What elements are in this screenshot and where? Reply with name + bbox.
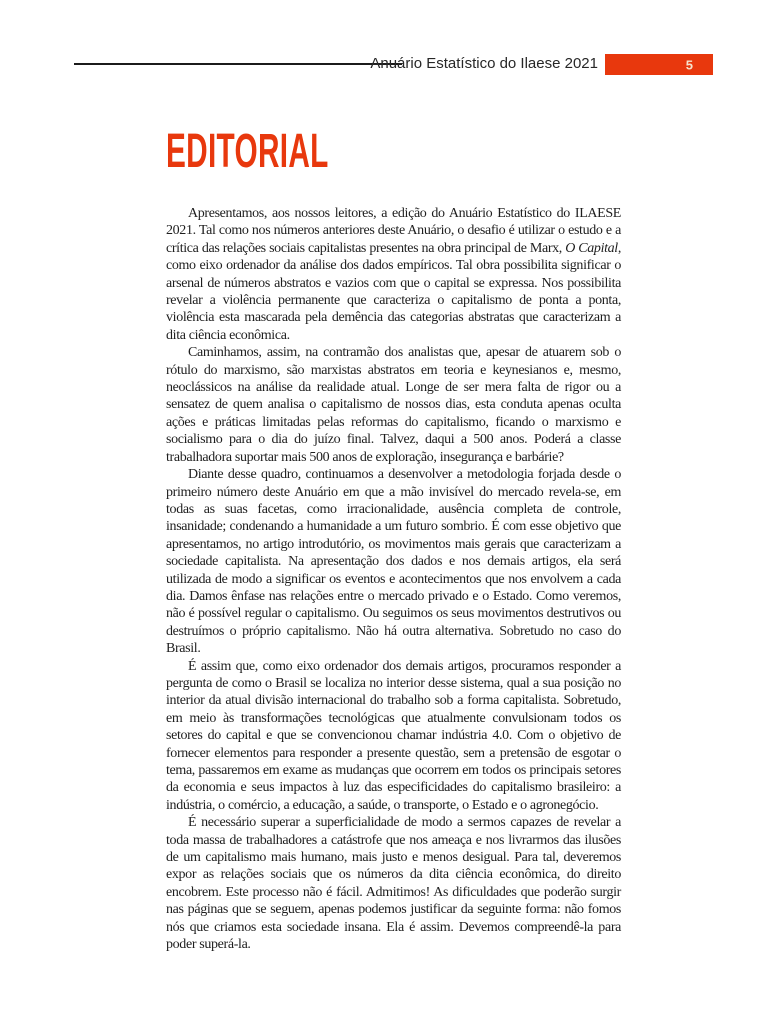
paragraph-3: Diante desse quadro, continuamos a desenvolver a metodologia forjada desde o primeiro número deste Anuário em que a mão invisível do mercado revela-se, em todas as suas facetas, como irracionalidade, ausência completa de controle, insanidade; condenando a humanidade a um futuro sombrio. É com esse objetivo que apresentamos, no artigo introdutório, os movimentos mais gerais que caracterizam a sociedade capitalista. Na apresentação dos dados e nos demais artigos, ela será utilizada de modo a significar os eventos e acontecimentos que nos envolvem a cada dia. Damos ênfase nas relações entre o mercado privado e o Estado. Como veremos, não é possível regular o capitalismo. Ou seguimos os seus movimentos destrutivos ou destruímos o próprio capitalismo. Não há outra alternativa. Sobretudo no caso do Brasil. xyxy=(166,467,621,657)
page-number-badge xyxy=(605,54,713,75)
editorial-heading: EDITORIAL xyxy=(166,125,329,178)
paragraph-1-text-continued: , como eixo ordenador da análise dos dados empíricos. Tal obra possibilita significar o arsenal de números abstratos e vazios com que o capital se expressa. Nos possibilita revelar a violência permanente que caracteriza o capitalismo de ponta a ponta, violência esta mascarada pela demência das categorias abstratas que caracterizam a dita ciência econômica. xyxy=(166,240,622,343)
paragraph-5: É necessário superar a superficialidade de modo a sermos capazes de revelar a toda massa de trabalhadores a catástrofe que nos ameaça e nos livrarmos das ilusões de um capitalismo mais humano, mais justo e menos desigual. Para tal, deveremos expor as relações sociais que os números da dita ciência econômica, do direito encobrem. Este processo não é fácil. Admitimos! As dificuldades que poderão surgir nas páginas que se seguem, apenas podemos justificar da seguinte forma: não fomos nós que criamos esta sociedade insana. Ela é assim. Devemos compreendê-la para poder superá-la. xyxy=(166,815,621,953)
paragraph-1 xyxy=(166,205,621,344)
book-title-italic: O Capital xyxy=(565,240,618,256)
article-content xyxy=(166,125,622,953)
paragraph-2: Caminhamos, assim, na contramão dos analistas que, apesar de atuarem sob o rótulo do marxismo, são marxistas abstratos em teoria e keynesianos e, mesmo, neoclássicos na análise da realidade atual. Longe de ser mera falta de rigor ou a sensatez de quem analisa o capitalismo de nossos dias, esta conduta apenas oculta ações e práticas limitadas pelas reformas do capitalismo, ficando o marxismo e socialismo para o dia do juízo final. Talvez, daqui a 500 anos. Poderá a classe trabalhadora suportar mais 500 anos de exploração, insegurança e barbárie? xyxy=(166,345,621,465)
paragraph-4: É assim que, como eixo ordenador dos demais artigos, procuramos responder a pergunta de como o Brasil se localiza no interior desse sistema, qual a sua posição no interior da atual divisão internacional do trabalho sob a forma capitalista. Sobretudo, em meio às transformações tecnológicas que atualmente convulsionam todos os setores do capital e que se convencionou chamar indústria 4.0. Com o objetivo de fornecer elementos para responder a presente questão, sem a pretensão de esgotar o tema, passaremos em exame as mudanças que ocorrem em todos os principais setores da economia e seus impactos à luz das especificidades do capitalismo brasileiro: a indústria, o comércio, a educação, a saúde, o transporte, o Estado e o agronegócio. xyxy=(166,658,621,813)
header-title: Anuário Estatístico do Ilaese 2021 xyxy=(370,55,598,72)
page-number: 5 xyxy=(685,57,693,72)
paragraph-1-text: Apresentamos, aos nossos leitores, a edição do Anuário Estatístico do ILAESE 2021. Tal como nos números anteriores deste Anuário, o desafio é utilizar o estudo e a crítica das relações sociais capitalistas presentes na obra principal de Marx, xyxy=(166,206,621,256)
header-rule xyxy=(74,63,402,65)
